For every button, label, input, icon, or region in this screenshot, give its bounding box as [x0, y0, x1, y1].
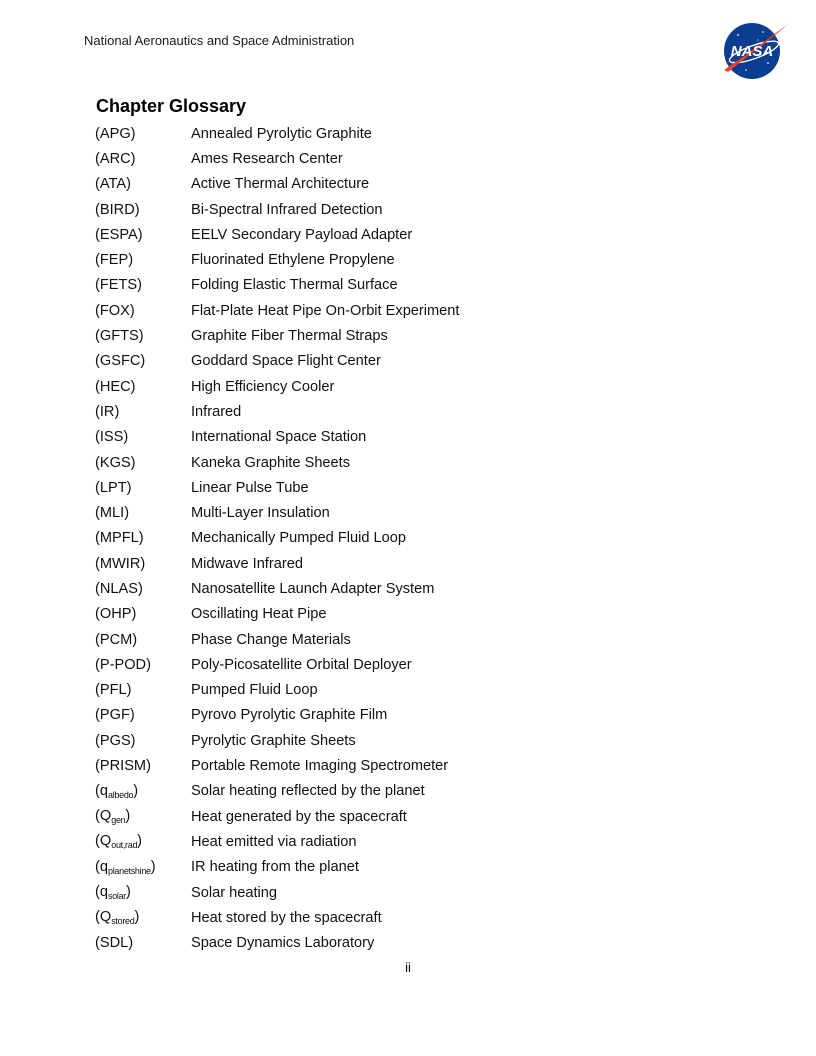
- glossary-definition: IR heating from the planet: [191, 859, 359, 876]
- nasa-logo-icon: [718, 18, 790, 82]
- glossary-definition: Fluorinated Ethylene Propylene: [191, 252, 395, 269]
- glossary-row: [95, 905, 615, 930]
- glossary-row: [95, 627, 615, 652]
- glossary-term: (PGS): [95, 732, 136, 749]
- glossary-term: $(Q_{stored})$: [95, 909, 140, 927]
- glossary-row: [95, 172, 615, 197]
- glossary-definition: Pyrolytic Graphite Sheets: [191, 732, 356, 749]
- glossary-term-symbol: q: [99, 782, 108, 799]
- glossary-term: (HEC): [95, 378, 136, 395]
- glossary-row: [95, 931, 615, 956]
- glossary-term: $(Q_{gen})$: [95, 808, 131, 826]
- glossary-row: [95, 425, 615, 450]
- glossary-definition: Linear Pulse Tube: [191, 479, 309, 496]
- glossary-definition: Kaneka Graphite Sheets: [191, 454, 351, 471]
- glossary-row: [95, 829, 615, 854]
- glossary-term-subscript: solar: [108, 891, 127, 902]
- nasa-logo-text: NASA: [730, 43, 774, 60]
- glossary-row: [95, 728, 615, 753]
- glossary-definition: Infrared: [191, 403, 242, 420]
- glossary-term: (MWIR): [95, 555, 146, 572]
- glossary-row: [95, 880, 615, 905]
- glossary-row: [95, 349, 615, 374]
- glossary-term: (PFL): [95, 682, 132, 699]
- glossary-definition: Ames Research Center: [191, 150, 343, 167]
- glossary-term: $(q_{albedo})$: [95, 782, 139, 800]
- glossary-term: (PGF): [95, 707, 135, 724]
- page-title: Chapter Glossary: [96, 96, 247, 116]
- glossary-row: [95, 551, 615, 576]
- glossary-term-subscript: gen: [111, 815, 126, 826]
- glossary-row: [95, 652, 615, 677]
- glossary-row: [95, 779, 615, 804]
- glossary-row: [95, 222, 615, 247]
- glossary-row: [95, 526, 615, 551]
- glossary-term: (MPFL): [95, 530, 144, 547]
- glossary-term: (BIRD): [95, 201, 140, 218]
- glossary-row: [95, 804, 615, 829]
- glossary-term: $(q_{planetshine})$: [95, 858, 156, 876]
- glossary-term-symbol: Q: [99, 909, 112, 926]
- glossary-definition: Multi-Layer Insulation: [191, 505, 330, 522]
- glossary-row: [95, 399, 615, 424]
- glossary-term: (FEP): [95, 252, 134, 269]
- glossary-term: $(Q_{out,rad})$: [95, 833, 143, 851]
- glossary-row: [95, 678, 615, 703]
- page-number: ii: [405, 960, 411, 975]
- glossary-term: (GFTS): [95, 328, 144, 345]
- glossary-row: [95, 450, 615, 475]
- glossary-definition: Mechanically Pumped Fluid Loop: [191, 530, 406, 547]
- glossary-row: [95, 500, 615, 525]
- glossary-term: (NLAS): [95, 580, 143, 597]
- glossary-row: [95, 703, 615, 728]
- glossary-definition: High Efficiency Cooler: [191, 378, 335, 395]
- glossary-term: (IR): [95, 403, 120, 420]
- glossary-row: [95, 323, 615, 348]
- glossary-term: (ARC): [95, 150, 136, 167]
- glossary-term: (MLI): [95, 505, 130, 522]
- glossary-row: [95, 576, 615, 601]
- glossary-definition: Oscillating Heat Pipe: [191, 606, 327, 623]
- glossary-term: $(q_{solar})$: [95, 884, 131, 902]
- glossary-definition: Phase Change Materials: [191, 631, 351, 648]
- glossary-term: (ATA): [95, 176, 131, 193]
- glossary-term-subscript: out,rad: [111, 840, 138, 851]
- glossary-definition: Heat emitted via radiation: [191, 833, 357, 850]
- glossary-term-symbol: Q: [99, 833, 112, 850]
- glossary-term: (APG): [95, 125, 136, 142]
- glossary-term: (KGS): [95, 454, 136, 471]
- glossary-definition: Bi-Spectral Infrared Detection: [191, 201, 383, 218]
- glossary-definition: Pyrovo Pyrolytic Graphite Film: [191, 707, 388, 724]
- glossary-definition: Goddard Space Flight Center: [191, 353, 381, 370]
- glossary-row: [95, 121, 615, 146]
- glossary-definition: Annealed Pyrolytic Graphite: [191, 125, 372, 142]
- glossary-definition: Folding Elastic Thermal Surface: [191, 277, 398, 294]
- glossary-row: [95, 475, 615, 500]
- glossary-term: (FETS): [95, 277, 143, 294]
- glossary-term: (FOX): [95, 302, 135, 319]
- glossary-definition: Pumped Fluid Loop: [191, 682, 318, 699]
- glossary-definition: Solar heating: [191, 884, 278, 901]
- glossary-definition: Graphite Fiber Thermal Straps: [191, 328, 388, 345]
- glossary-term: (SDL): [95, 935, 134, 952]
- glossary-definition: Solar heating reflected by the planet: [191, 783, 425, 800]
- glossary-definition: Flat-Plate Heat Pipe On-Orbit Experiment: [191, 302, 460, 319]
- organization-name: National Aeronautics and Space Administration: [84, 33, 355, 48]
- glossary-definition: EELV Secondary Payload Adapter: [191, 226, 413, 243]
- glossary-list: [95, 121, 615, 956]
- glossary-term: (ESPA): [95, 226, 143, 243]
- glossary-row: [95, 273, 615, 298]
- glossary-row: [95, 247, 615, 272]
- glossary-term: (OHP): [95, 606, 137, 623]
- glossary-term: (GSFC): [95, 353, 146, 370]
- glossary-definition: Portable Remote Imaging Spectrometer: [191, 758, 449, 775]
- glossary-term: (PRISM): [95, 758, 151, 775]
- glossary-row: [95, 298, 615, 323]
- glossary-row: [95, 753, 615, 778]
- glossary-term-subscript: albedo: [108, 789, 134, 800]
- glossary-row: [95, 146, 615, 171]
- glossary-term-symbol: q: [99, 858, 108, 875]
- glossary-definition: Space Dynamics Laboratory: [191, 935, 375, 952]
- glossary-definition: Poly-Picosatellite Orbital Deployer: [191, 656, 412, 673]
- glossary-term-symbol: Q: [99, 808, 112, 825]
- glossary-term-symbol: q: [99, 884, 108, 901]
- glossary-term: (PCM): [95, 631, 138, 648]
- glossary-definition: Heat stored by the spacecraft: [191, 909, 382, 926]
- glossary-term-subscript: stored: [111, 916, 135, 927]
- glossary-row: [95, 855, 615, 880]
- glossary-row: [95, 602, 615, 627]
- glossary-term-subscript: planetshine: [108, 865, 151, 876]
- glossary-row: [95, 197, 615, 222]
- glossary-definition: Heat generated by the spacecraft: [191, 808, 407, 825]
- page-number-footer: [0, 960, 816, 975]
- glossary-term: (ISS): [95, 429, 129, 446]
- glossary-term: (LPT): [95, 479, 132, 496]
- glossary-definition: Active Thermal Architecture: [191, 176, 370, 193]
- glossary-definition: International Space Station: [191, 429, 367, 446]
- glossary-definition: Midwave Infrared: [191, 555, 303, 572]
- glossary-row: [95, 374, 615, 399]
- glossary-definition: Nanosatellite Launch Adapter System: [191, 580, 435, 597]
- glossary-term: (P-POD): [95, 656, 151, 673]
